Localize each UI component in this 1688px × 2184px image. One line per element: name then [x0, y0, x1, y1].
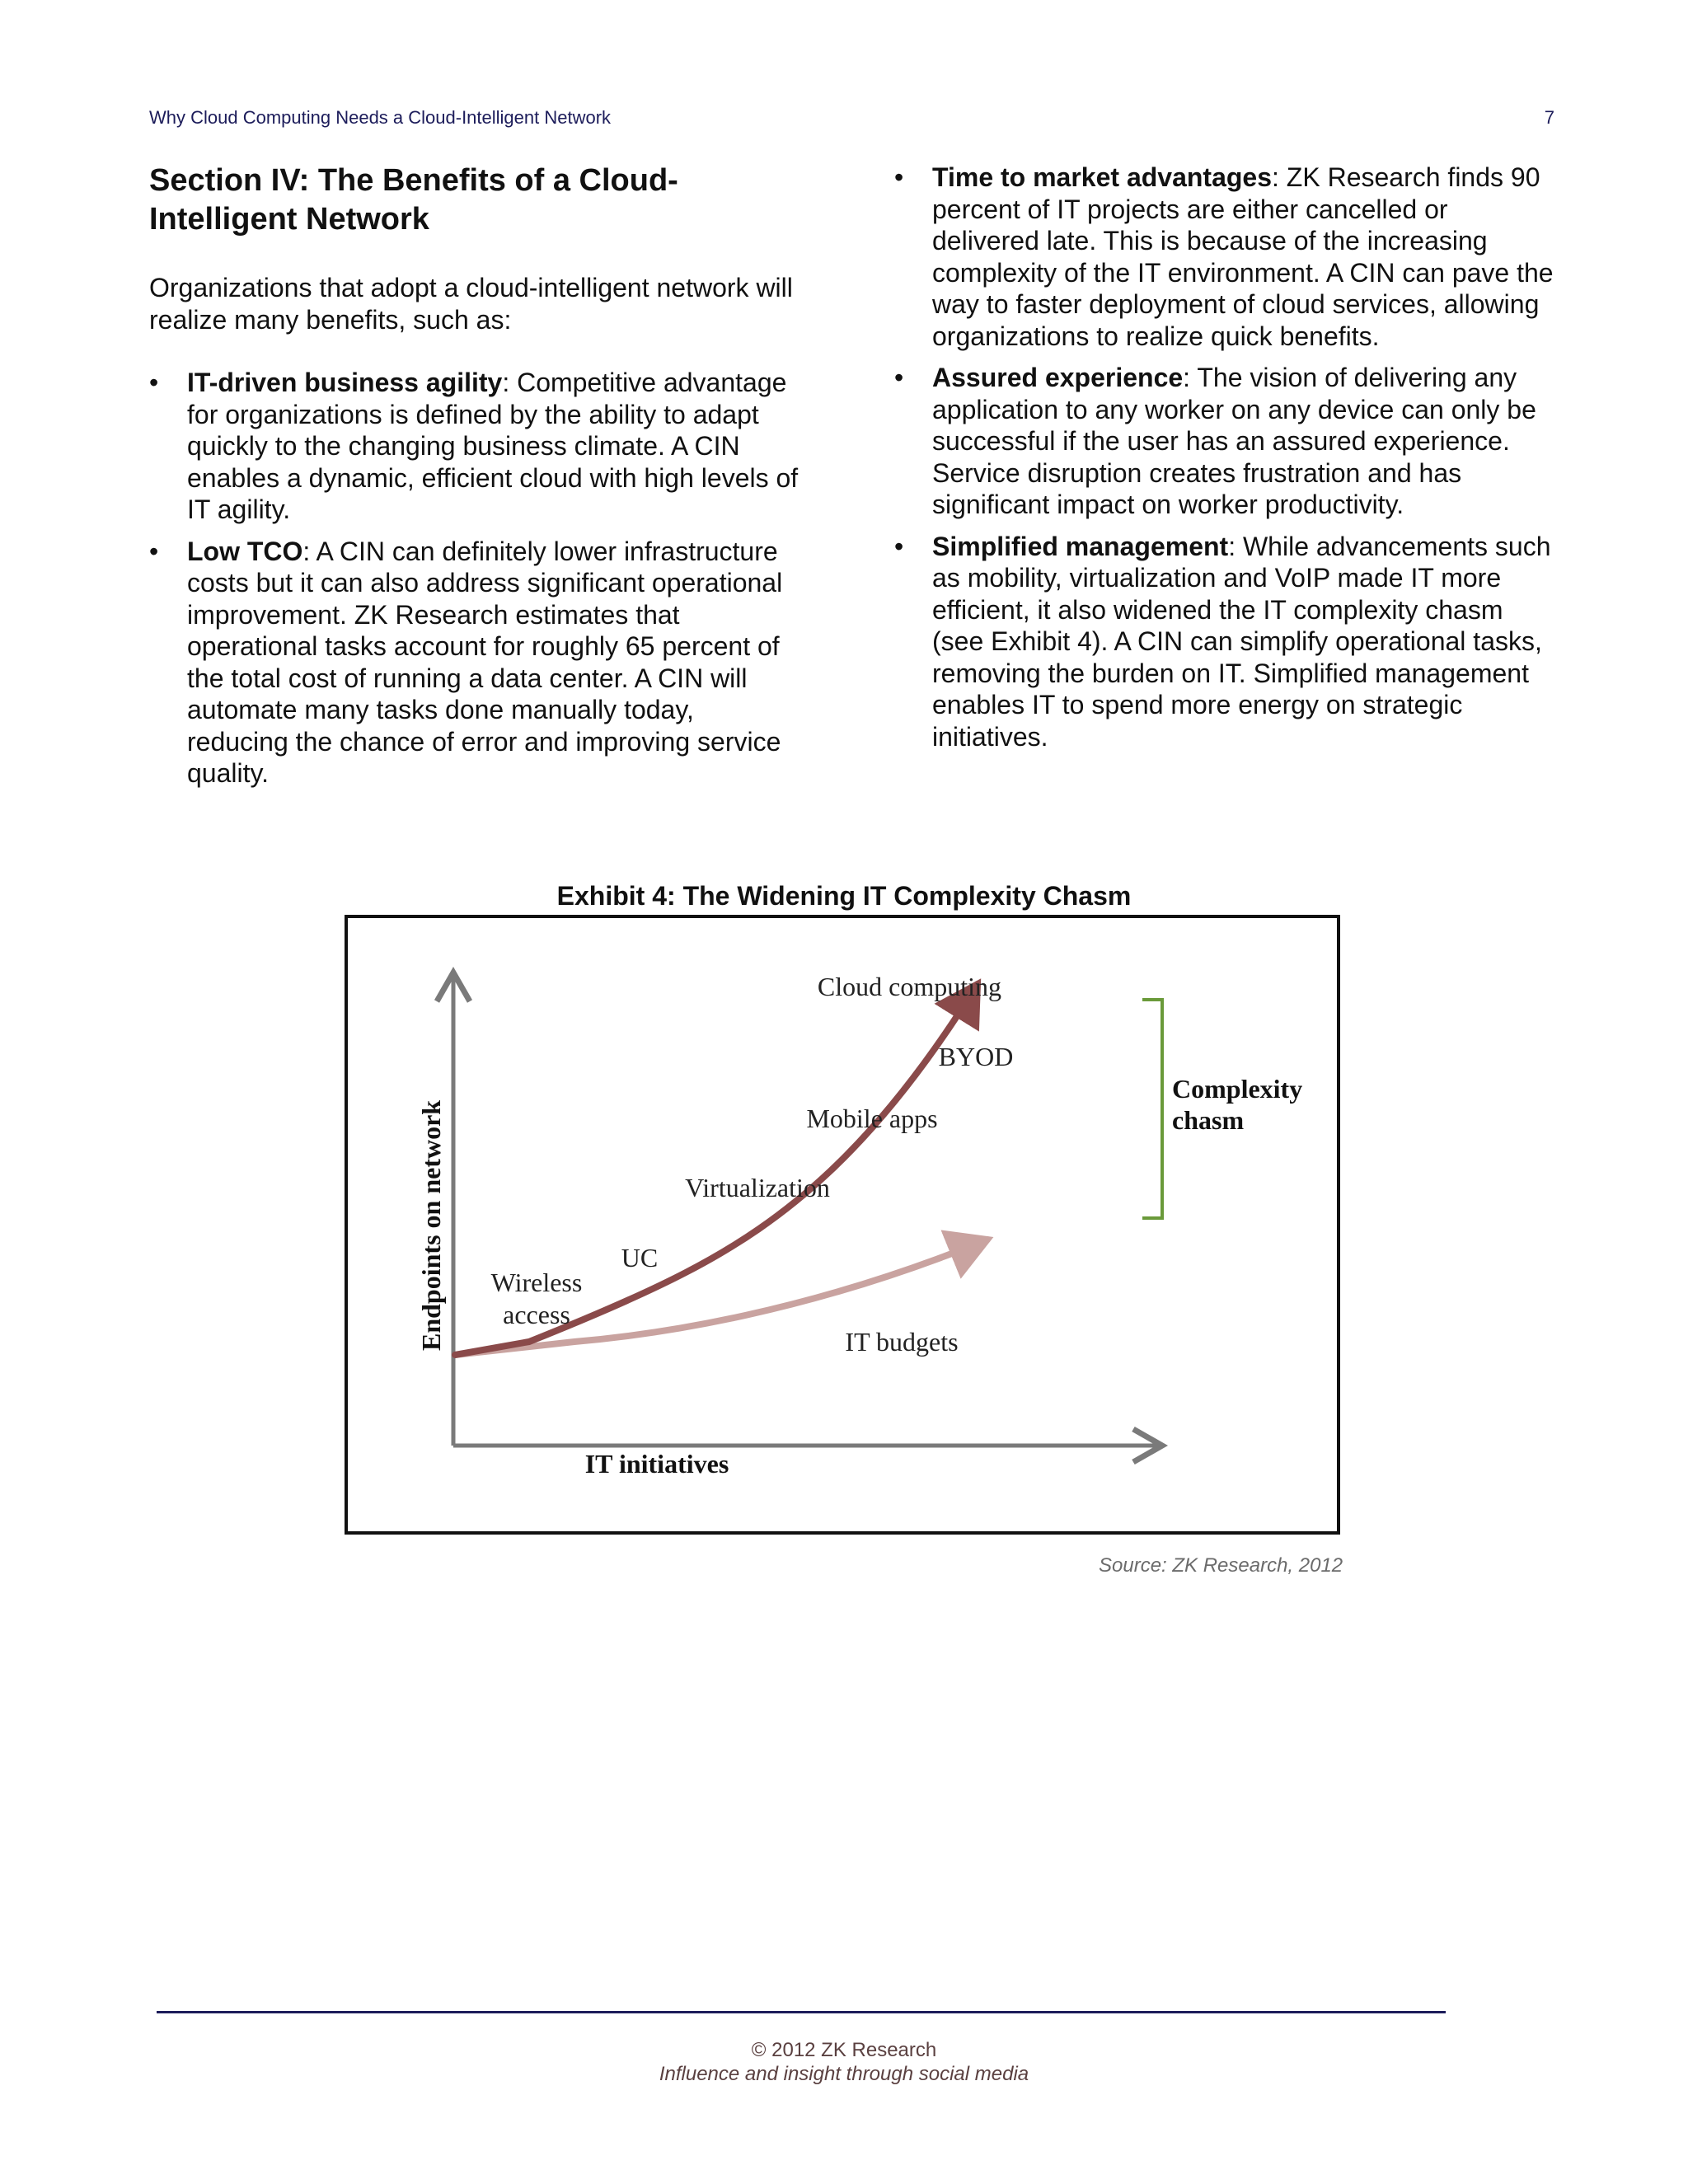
exhibit-diagram	[345, 915, 1340, 1535]
benefits-list-right	[894, 162, 1554, 752]
benefit-text: : Competitive advantage for organizations is defined by the ability to adapt quickly to the changing business climate. A CIN enables a dynamic, efficient cloud with high levels of IT agility.	[187, 368, 799, 524]
label-it-budgets: IT budgets	[845, 1327, 959, 1357]
intro-paragraph: Organizations that adopt a cloud-intelligent network will realize many benefits, such as:	[149, 273, 793, 335]
section-title: Section IV: The Benefits of a Cloud-Intelligent Network	[149, 163, 678, 237]
benefit-term: Low TCO	[187, 536, 303, 566]
chasm-diagram-svg	[348, 918, 1337, 1531]
y-axis-label: Endpoints on network	[416, 1099, 446, 1351]
label-byod: BYOD	[938, 1042, 1014, 1071]
benefit-term: Assured experience	[932, 363, 1184, 392]
benefit-text: : ZK Research finds 90 percent of IT projects are either cancelled or delivered late. This is because of the increasing complexity of the IT environment. A CIN can pave the way to faster deployment of cloud services, allowing organizations to realize quick benefits.	[932, 162, 1554, 351]
benefit-term: Time to market advantages	[932, 162, 1273, 192]
bullet-icon: •	[894, 162, 904, 192]
bullet-icon: •	[149, 368, 159, 397]
label-mobile-apps: Mobile apps	[806, 1104, 938, 1133]
exhibit-title: Exhibit 4: The Widening IT Complexity Chasm	[556, 881, 1132, 911]
exhibit-source: Source: ZK Research, 2012	[1099, 1554, 1343, 1577]
benefit-term: Simplified management	[932, 531, 1229, 561]
right-column	[894, 162, 1554, 762]
running-header-title: Why Cloud Computing Needs a Cloud-Intelligent Network	[149, 107, 612, 128]
footer-copyright: © 2012 ZK Research	[751, 2039, 937, 2061]
benefit-text: : While advancements such as mobility, virtualization and VoIP made IT more efficient, it also widened the IT complexity chasm (see Exhibit 4). A CIN can simplify operational tasks, removing the burden on IT. Simplified management enables IT to spend more energy on strategic initiatives.	[932, 531, 1551, 752]
bullet-icon: •	[894, 531, 904, 561]
footer-divider	[157, 2011, 1446, 2013]
x-axis-label: IT initiatives	[584, 1449, 729, 1479]
label-chasm-line1: Complexity	[1172, 1074, 1303, 1104]
label-uc: UC	[621, 1243, 659, 1272]
benefit-term: IT-driven business agility	[187, 368, 503, 397]
footer-tagline: Influence and insight through social media	[659, 2063, 1029, 2085]
benefit-text: : The vision of delivering any application to any worker on any device can only be successful if the user has an assured experience. Service disruption creates frustration and has significant impact on worker productivity.	[932, 363, 1536, 519]
benefit-text: : A CIN can definitely lower infrastructure costs but it can also address significant operational improvement. ZK Research estimates that operational tasks account for roughly 65 percent of the total cost of running a data center. A CIN will automate many tasks done manually today, reducing the chance of error and improving service quality.	[187, 536, 783, 788]
left-column	[149, 162, 800, 799]
label-virtualization: Virtualization	[685, 1173, 830, 1202]
list-item	[149, 367, 800, 526]
bullet-icon: •	[894, 363, 904, 392]
label-wireless-line1: Wireless	[490, 1268, 583, 1297]
list-item	[894, 362, 1554, 521]
list-item	[149, 536, 800, 790]
complexity-chasm-bracket	[1142, 1000, 1162, 1218]
bullet-icon: •	[149, 536, 159, 566]
list-item	[894, 162, 1554, 352]
label-wireless-line2: access	[503, 1300, 570, 1329]
list-item	[894, 531, 1554, 753]
label-cloud-computing: Cloud computing	[817, 972, 1001, 1001]
page-number: 7	[1544, 107, 1554, 128]
label-chasm-line2: chasm	[1172, 1105, 1245, 1135]
benefits-list-left	[149, 367, 800, 790]
